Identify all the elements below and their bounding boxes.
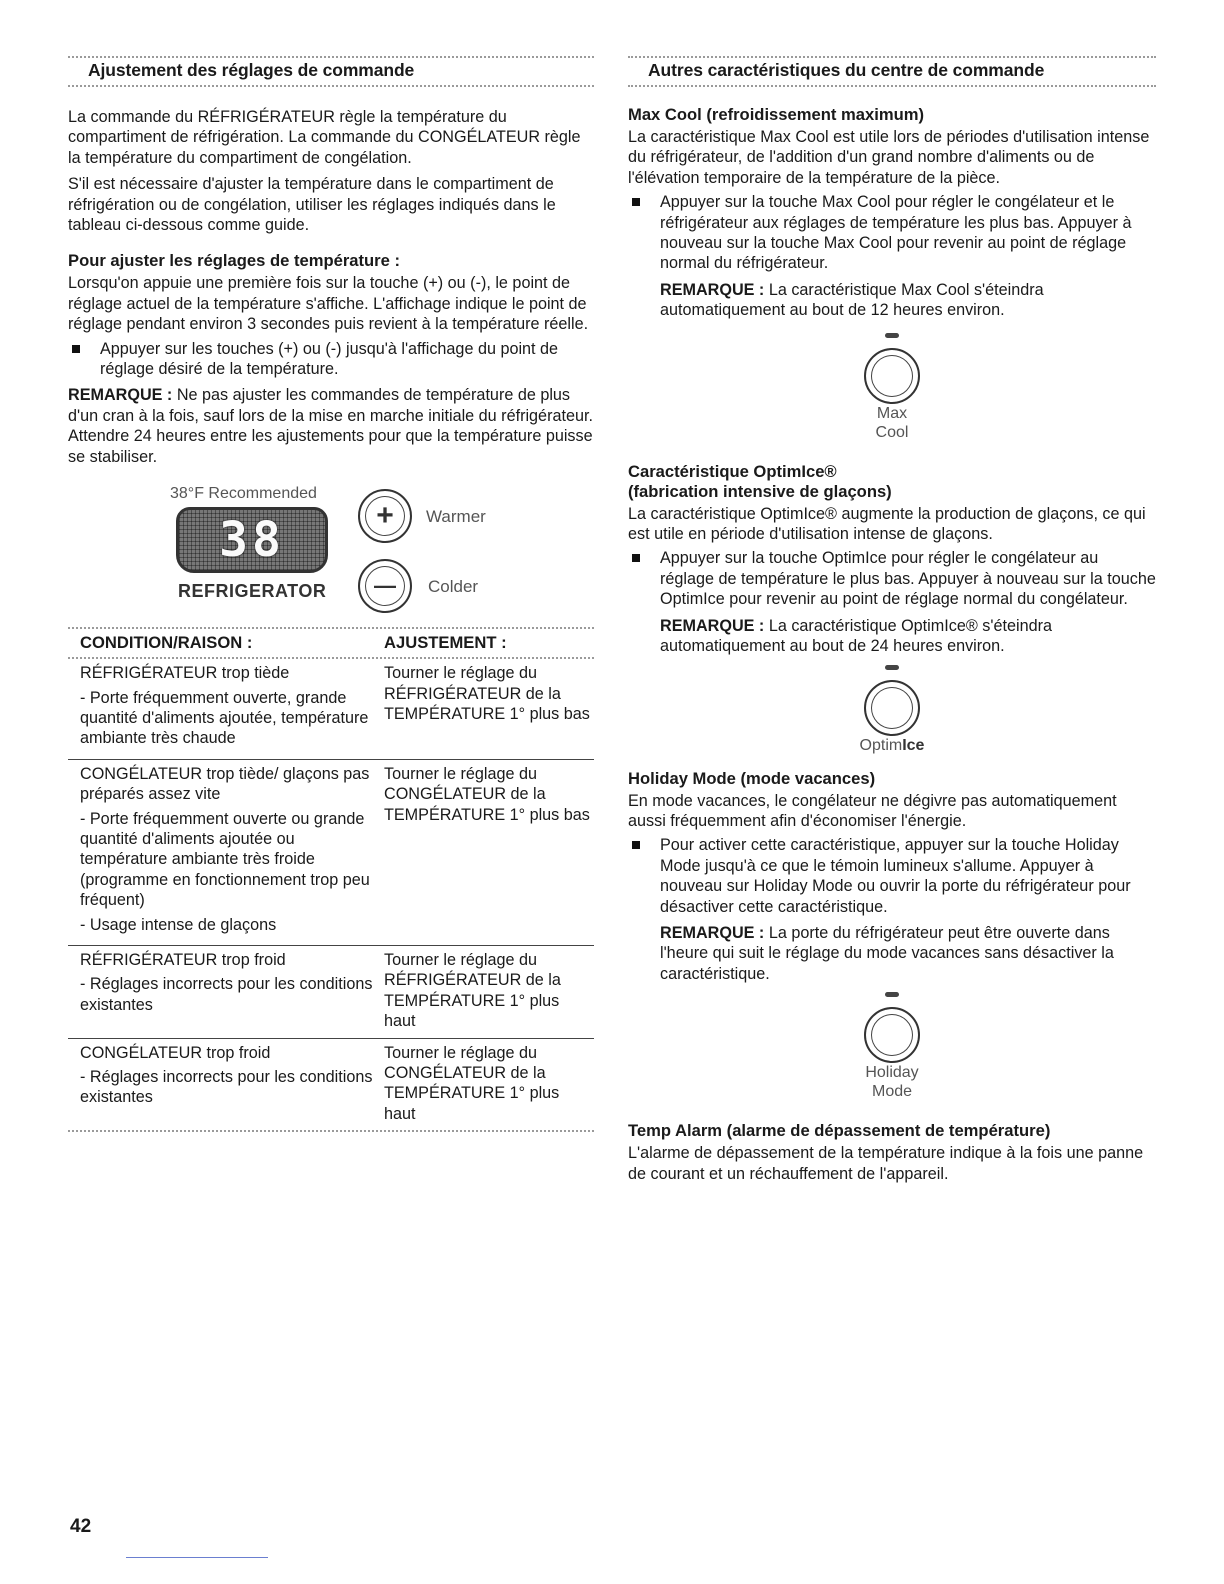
header-condition: CONDITION/RAISON : [80,633,253,653]
warmer-button[interactable] [358,489,412,543]
header-adjustment: AJUSTEMENT : [384,633,507,653]
max-cool-bullet: Appuyer sur la touche Max Cool pour régler le congélateur et le réfrigérateur aux réglages de température les plus bas. Appuyer à nouveau sur la touche Max Cool pour revenir au point de réglage normal du réfrigérateur. [628,192,1156,274]
row-condition: RÉFRIGÉRATEUR trop tiède [80,664,290,683]
optimice-button[interactable] [864,680,920,736]
indicator-light-icon [885,992,899,997]
refrigerator-label: REFRIGERATOR [178,581,327,602]
table-row [68,760,594,946]
holiday-button[interactable] [864,1007,920,1063]
optimice-label-b: Ice [902,736,925,754]
adjustment-table [68,627,594,1132]
table-row [68,1039,594,1133]
holiday-label-line2: Mode [871,1083,913,1101]
intro-paragraph-2: S'il est nécessaire d'ajuster la température dans le compartiment de réfrigération ou de congélation, utiliser les réglages indiqués dans le tableau ci-dessous comme guide. [68,175,556,235]
optimice-note [660,616,1156,657]
page-number: 42 [70,1516,92,1537]
max-cool-paragraph: La caractéristique Max Cool est utile lors de périodes d'utilisation intense du réfrigérateur, de l'addition d'un grand nombre d'aliments ou de l'élévation temporaire de la température de la pièce. [628,128,1150,187]
table-row [68,659,594,760]
row-adjustment: Tourner le réglage du RÉFRIGÉRATEUR de la TEMPÉRATURE 1° plus haut [384,950,561,1031]
note-paragraph [68,385,594,467]
max-cool-button[interactable] [864,348,920,404]
optimice-paragraph: La caractéristique OptimIce® augmente la production de glaçons, ce qui est utile en période d'utilisation intense de glaçons. [628,504,1146,544]
note-text: La caractéristique OptimIce® s'éteindra automatiquement au bout de 24 heures environ. [660,616,1052,656]
section-header-features [628,56,1156,87]
section-header-adjust [68,56,594,87]
row-reason: - Porte fréquemment ouverte ou grande quantité d'aliments ajoutée ou température ambiante très froide (programme en fonctionnement trop peu fréquent) [80,809,370,910]
holiday-note [660,923,1156,984]
max-cool-label-line2: Cool [875,423,909,441]
note-text: Ne pas ajuster les commandes de température de plus d'un cran à la fois, sauf lors de la mise en marche initiale du réfrigérateur. Attendre 24 heures entre les ajustements pour que la température puisse se stabiliser. [68,386,593,466]
warmer-label: Warmer [426,507,486,527]
max-cool-label-line1: Max [876,404,908,422]
holiday-bullet: Pour activer cette caractéristique, appuyer sur la touche Holiday Mode jusqu'à ce que le témoin lumineux s'allume. Appuyer à nouveau sur Holiday Mode ou ouvrir la porte du réfrigérateur pour désactiver cette caractéristique. [628,835,1156,917]
plus-icon: + [376,499,394,533]
note-label: REMARQUE : [660,280,765,299]
row-condition: CONGÉLATEUR trop froid [80,1043,271,1062]
note-label: REMARQUE : [660,923,765,942]
max-cool-button-illustration [628,333,1156,442]
indicator-light-icon [885,665,899,670]
adjust-paragraph: Lorsqu'on appuie une première fois sur la touche (+) ou (-), le point de réglage actuel de la température s'affiche. L'affichage indique le point de réglage pendant environ 3 secondes puis revient à la température réelle. [68,274,589,334]
display-value: 38 [219,512,285,569]
adjust-heading: Pour ajuster les réglages de température : [68,251,400,271]
optimice-heading [628,462,1156,502]
row-condition: RÉFRIGÉRATEUR trop froid [80,950,286,969]
row-reason: - Réglages incorrects pour les conditions existantes [80,975,373,1014]
table-header [68,627,594,659]
row-adjustment: Tourner le réglage du CONGÉLATEUR de la TEMPÉRATURE 1° plus bas [384,764,590,824]
right-column [628,56,1156,1184]
optimice-bullet: Appuyer sur la touche OptimIce pour régler le congélateur au réglage de température le plus bas. Appuyer à nouveau sur la touche OptimIce pour revenir au point de réglage normal du congélateur. [628,548,1156,609]
holiday-label-line1: Holiday [865,1064,919,1082]
holiday-button-illustration [628,992,1156,1101]
note-text: La porte du réfrigérateur peut être ouverte dans l'heure qui suit le réglage du mode vacances sans désactiver la caractéristique. [660,923,1114,983]
optimice-button-illustration [628,665,1156,755]
minus-icon: — [374,573,396,599]
control-panel-illustration [68,481,594,621]
bullet-item: Appuyer sur les touches (+) ou (-) jusqu'à l'affichage du point de réglage désiré de la température. [68,339,594,380]
indicator-light-icon [885,333,899,338]
colder-label: Colder [428,577,479,597]
holiday-paragraph: En mode vacances, le congélateur ne dégivre pas automatiquement aussi fréquemment afin d'économiser l'énergie. [628,791,1117,830]
optimice-label [628,736,1156,755]
max-cool-note [660,280,1156,321]
table-row [68,946,594,1039]
row-reason: - Réglages incorrects pour les conditions existantes [80,1068,373,1107]
row-adjustment: Tourner le réglage du CONGÉLATEUR de la TEMPÉRATURE 1° plus haut [384,1043,560,1123]
section-title: Autres caractéristiques du centre de commande [648,60,1045,80]
max-cool-heading: Max Cool (refroidissement maximum) [628,105,924,124]
colder-button[interactable] [358,559,412,613]
optimice-label-a: Optim [859,736,903,754]
left-column [68,56,594,1132]
row-condition: CONGÉLATEUR trop tiède/ glaçons pas préparés assez vite [80,764,370,804]
row-reason-2: - Usage intense de glaçons [80,915,277,934]
intro-paragraph-1: La commande du RÉFRIGÉRATEUR règle la température du compartiment de réfrigération. La commande du CONGÉLATEUR règle la température du compartiment de congélation. [68,108,581,167]
row-reason: - Porte fréquemment ouverte, grande quantité d'aliments ajoutée, température ambiante très chaude [80,688,369,748]
temp-alarm-heading: Temp Alarm (alarme de dépassement de température) [628,1121,1051,1141]
row-adjustment: Tourner le réglage du RÉFRIGÉRATEUR de la TEMPÉRATURE 1° plus bas [384,664,590,723]
optimice-heading-line1: Caractéristique OptimIce® [628,461,837,481]
temperature-display [176,507,328,573]
note-label: REMARQUE : [68,386,173,405]
bottom-rule [126,1557,268,1558]
note-text: La caractéristique Max Cool s'éteindra automatiquement au bout de 12 heures environ. [660,280,1044,320]
holiday-heading: Holiday Mode (mode vacances) [628,768,876,788]
temp-alarm-paragraph: L'alarme de dépassement de la température indique à la fois une panne de courant et un réchauffement de l'appareil. [628,1144,1144,1183]
section-title: Ajustement des réglages de commande [88,60,415,80]
note-label: REMARQUE : [660,616,765,635]
optimice-heading-line2: (fabrication intensive de glaçons) [628,481,892,501]
recommended-label: 38°F Recommended [170,485,317,503]
